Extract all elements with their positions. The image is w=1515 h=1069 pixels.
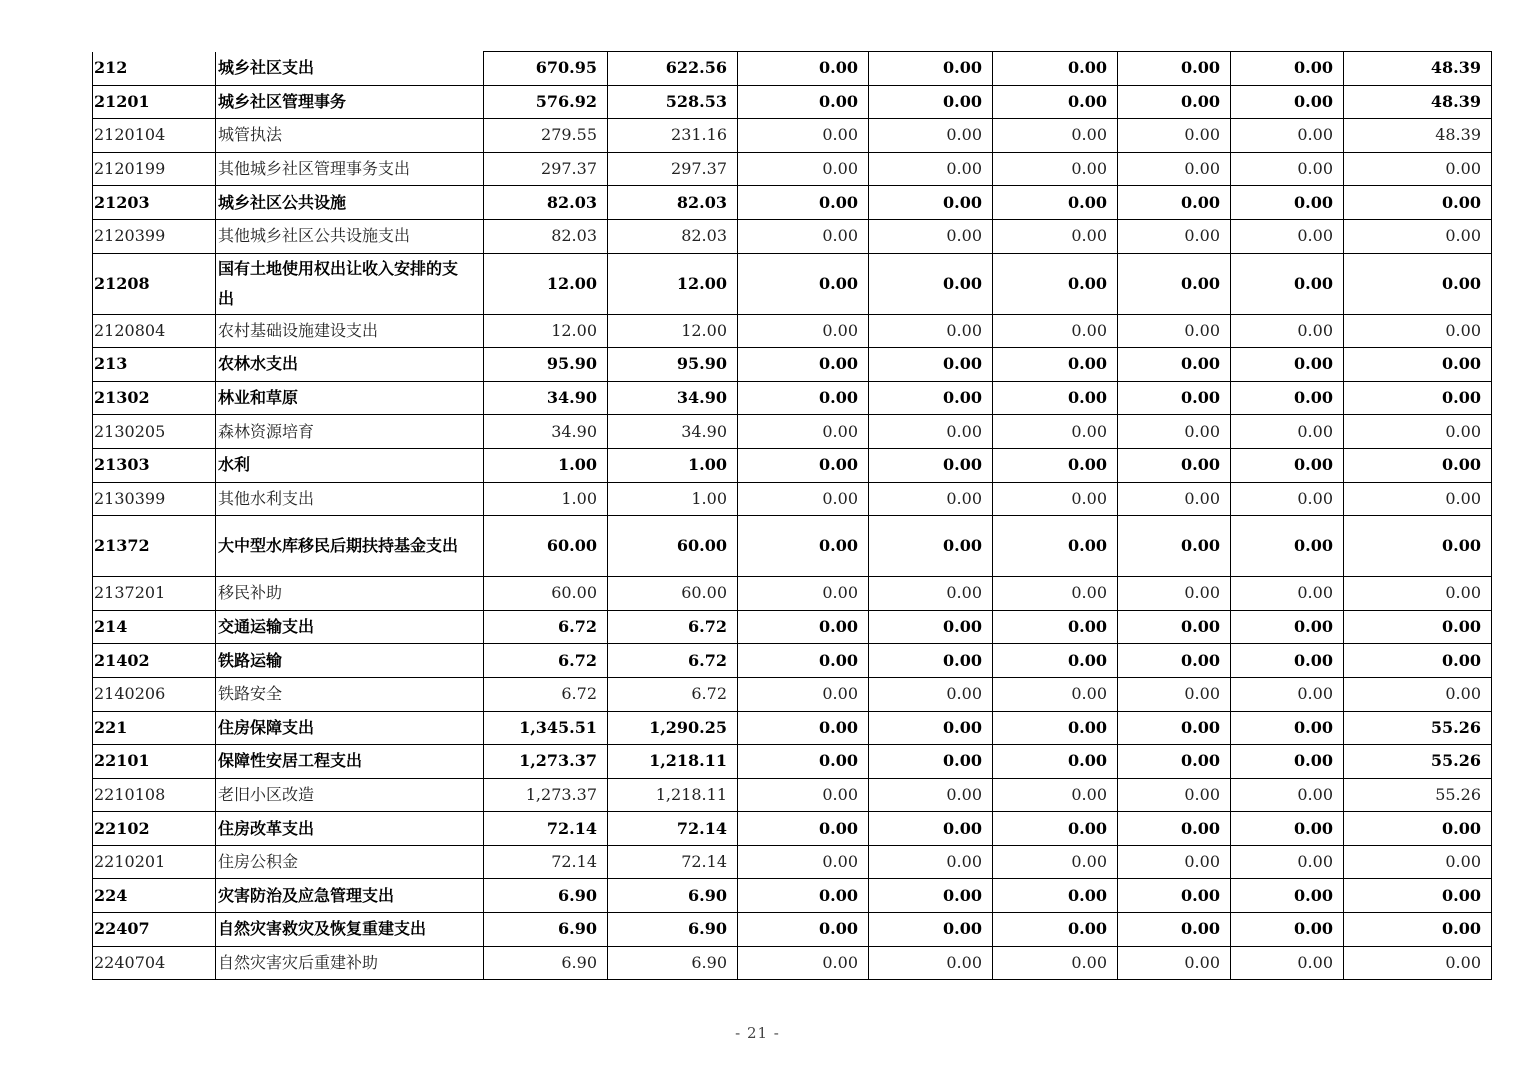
amount-cell: 0.00: [1344, 482, 1492, 516]
amount-cell: 0.00: [1344, 845, 1492, 879]
amount-cell: 1,218.11: [608, 745, 738, 779]
amount-cell: 0.00: [738, 577, 869, 611]
amount-cell: 48.39: [1344, 119, 1492, 153]
amount-cell: 82.03: [608, 219, 738, 253]
amount-cell: 72.14: [484, 812, 608, 846]
amount-cell: 48.39: [1344, 85, 1492, 119]
amount-cell: 0.00: [1231, 186, 1344, 220]
amount-cell: 34.90: [608, 381, 738, 415]
amount-cell: 0.00: [738, 314, 869, 348]
subject-name-cell: 森林资源培育: [216, 415, 484, 449]
amount-cell: 0.00: [869, 516, 993, 577]
amount-cell: 0.00: [738, 778, 869, 812]
subject-name-cell: 住房改革支出: [216, 812, 484, 846]
amount-cell: 0.00: [1231, 152, 1344, 186]
amount-cell: 48.39: [1344, 52, 1492, 86]
subject-code-cell: 2120399: [93, 219, 216, 253]
amount-cell: 0.00: [1118, 85, 1231, 119]
amount-cell: 0.00: [1231, 879, 1344, 913]
amount-cell: 0.00: [993, 253, 1118, 314]
amount-cell: 95.90: [484, 348, 608, 382]
subject-code-cell: 212: [93, 52, 216, 86]
table-row: [93, 152, 1492, 186]
amount-cell: 0.00: [1344, 381, 1492, 415]
subject-name-cell: 林业和草原: [216, 381, 484, 415]
amount-cell: 0.00: [1118, 677, 1231, 711]
table-row: [93, 119, 1492, 153]
amount-cell: 72.14: [484, 845, 608, 879]
subject-code-cell: 214: [93, 610, 216, 644]
amount-cell: 0.00: [993, 314, 1118, 348]
amount-cell: 0.00: [1118, 52, 1231, 86]
amount-cell: 55.26: [1344, 778, 1492, 812]
amount-cell: 0.00: [738, 711, 869, 745]
amount-cell: 0.00: [1344, 152, 1492, 186]
amount-cell: 0.00: [993, 745, 1118, 779]
amount-cell: 1.00: [484, 482, 608, 516]
amount-cell: 0.00: [1118, 186, 1231, 220]
subject-code-cell: 22101: [93, 745, 216, 779]
amount-cell: 0.00: [1344, 186, 1492, 220]
amount-cell: 1.00: [608, 482, 738, 516]
amount-cell: 0.00: [1118, 119, 1231, 153]
amount-cell: 60.00: [608, 577, 738, 611]
amount-cell: 0.00: [1118, 812, 1231, 846]
amount-cell: 0.00: [869, 482, 993, 516]
amount-cell: 0.00: [1118, 913, 1231, 947]
amount-cell: 0.00: [993, 812, 1118, 846]
amount-cell: 0.00: [738, 516, 869, 577]
amount-cell: 0.00: [1118, 152, 1231, 186]
amount-cell: 0.00: [1118, 778, 1231, 812]
amount-cell: 0.00: [738, 348, 869, 382]
table-row: [93, 913, 1492, 947]
amount-cell: 0.00: [869, 186, 993, 220]
amount-cell: 0.00: [738, 812, 869, 846]
subject-code-cell: 2120104: [93, 119, 216, 153]
amount-cell: 0.00: [1231, 482, 1344, 516]
amount-cell: 0.00: [1231, 610, 1344, 644]
amount-cell: 6.90: [608, 913, 738, 947]
table-row: [93, 186, 1492, 220]
subject-code-cell: 22407: [93, 913, 216, 947]
amount-cell: 0.00: [869, 348, 993, 382]
subject-code-cell: 2130399: [93, 482, 216, 516]
amount-cell: 1,290.25: [608, 711, 738, 745]
subject-code-cell: 2120804: [93, 314, 216, 348]
amount-cell: 0.00: [869, 711, 993, 745]
amount-cell: 0.00: [869, 219, 993, 253]
table-row: [93, 52, 1492, 86]
amount-cell: 82.03: [484, 186, 608, 220]
amount-cell: 0.00: [993, 610, 1118, 644]
amount-cell: 0.00: [993, 845, 1118, 879]
amount-cell: 0.00: [869, 152, 993, 186]
amount-cell: 0.00: [1231, 677, 1344, 711]
subject-name-cell: 铁路运输: [216, 644, 484, 678]
amount-cell: 622.56: [608, 52, 738, 86]
amount-cell: 55.26: [1344, 711, 1492, 745]
amount-cell: 12.00: [608, 314, 738, 348]
subject-code-cell: 22102: [93, 812, 216, 846]
amount-cell: 6.90: [484, 946, 608, 980]
amount-cell: 34.90: [484, 381, 608, 415]
amount-cell: 0.00: [1231, 119, 1344, 153]
amount-cell: 0.00: [869, 879, 993, 913]
table-row: [93, 219, 1492, 253]
amount-cell: 0.00: [993, 946, 1118, 980]
amount-cell: 0.00: [1118, 381, 1231, 415]
amount-cell: 0.00: [869, 52, 993, 86]
subject-name-cell: 城乡社区支出: [216, 52, 484, 86]
amount-cell: 0.00: [1118, 644, 1231, 678]
amount-cell: 0.00: [1231, 52, 1344, 86]
amount-cell: 0.00: [738, 482, 869, 516]
amount-cell: 34.90: [608, 415, 738, 449]
amount-cell: 297.37: [484, 152, 608, 186]
amount-cell: 1.00: [484, 448, 608, 482]
subject-code-cell: 21372: [93, 516, 216, 577]
amount-cell: 0.00: [1118, 314, 1231, 348]
amount-cell: 0.00: [1231, 314, 1344, 348]
amount-cell: 0.00: [993, 482, 1118, 516]
subject-code-cell: 2140206: [93, 677, 216, 711]
amount-cell: 1,345.51: [484, 711, 608, 745]
budget-table: [92, 51, 1492, 980]
amount-cell: 0.00: [738, 644, 869, 678]
amount-cell: 34.90: [484, 415, 608, 449]
amount-cell: 72.14: [608, 845, 738, 879]
amount-cell: 0.00: [993, 152, 1118, 186]
amount-cell: 0.00: [993, 348, 1118, 382]
table-row: [93, 253, 1492, 314]
amount-cell: 0.00: [1231, 913, 1344, 947]
amount-cell: 0.00: [1118, 448, 1231, 482]
amount-cell: 0.00: [1344, 253, 1492, 314]
subject-code-cell: 21303: [93, 448, 216, 482]
subject-name-cell: 水利: [216, 448, 484, 482]
amount-cell: 0.00: [993, 52, 1118, 86]
table-row: [93, 845, 1492, 879]
amount-cell: 0.00: [869, 85, 993, 119]
subject-code-cell: 2210108: [93, 778, 216, 812]
amount-cell: 82.03: [608, 186, 738, 220]
amount-cell: 0.00: [993, 677, 1118, 711]
amount-cell: 0.00: [869, 415, 993, 449]
amount-cell: 0.00: [738, 845, 869, 879]
subject-code-cell: 2120199: [93, 152, 216, 186]
subject-name-cell: 自然灾害灾后重建补助: [216, 946, 484, 980]
subject-name-cell: 大中型水库移民后期扶持基金支出: [216, 516, 484, 577]
amount-cell: 0.00: [993, 219, 1118, 253]
amount-cell: 1,273.37: [484, 778, 608, 812]
amount-cell: 6.90: [608, 879, 738, 913]
subject-code-cell: 2210201: [93, 845, 216, 879]
subject-code-cell: 2130205: [93, 415, 216, 449]
amount-cell: 60.00: [484, 577, 608, 611]
amount-cell: 0.00: [1231, 516, 1344, 577]
amount-cell: 0.00: [1344, 348, 1492, 382]
amount-cell: 0.00: [1231, 577, 1344, 611]
amount-cell: 670.95: [484, 52, 608, 86]
amount-cell: 0.00: [869, 119, 993, 153]
amount-cell: 0.00: [869, 946, 993, 980]
amount-cell: 576.92: [484, 85, 608, 119]
amount-cell: 0.00: [993, 448, 1118, 482]
subject-code-cell: 21201: [93, 85, 216, 119]
amount-cell: 82.03: [484, 219, 608, 253]
page-number: - 21 -: [735, 1024, 780, 1042]
subject-code-cell: 21203: [93, 186, 216, 220]
amount-cell: 279.55: [484, 119, 608, 153]
table-row: [93, 644, 1492, 678]
amount-cell: 0.00: [738, 381, 869, 415]
amount-cell: 0.00: [1231, 253, 1344, 314]
amount-cell: 0.00: [869, 812, 993, 846]
amount-cell: 6.72: [608, 677, 738, 711]
subject-code-cell: 2137201: [93, 577, 216, 611]
amount-cell: 0.00: [1344, 812, 1492, 846]
amount-cell: 0.00: [738, 946, 869, 980]
subject-name-cell: 农村基础设施建设支出: [216, 314, 484, 348]
amount-cell: 0.00: [869, 913, 993, 947]
amount-cell: 0.00: [738, 610, 869, 644]
table-row: [93, 314, 1492, 348]
amount-cell: 0.00: [738, 152, 869, 186]
subject-name-cell: 其他城乡社区管理事务支出: [216, 152, 484, 186]
amount-cell: 0.00: [1344, 415, 1492, 449]
amount-cell: 6.72: [608, 644, 738, 678]
amount-cell: 0.00: [738, 677, 869, 711]
table-row: [93, 677, 1492, 711]
amount-cell: 0.00: [869, 745, 993, 779]
amount-cell: 0.00: [1344, 879, 1492, 913]
amount-cell: 6.90: [608, 946, 738, 980]
amount-cell: 0.00: [1231, 946, 1344, 980]
amount-cell: 0.00: [993, 778, 1118, 812]
amount-cell: 231.16: [608, 119, 738, 153]
amount-cell: 0.00: [738, 745, 869, 779]
subject-name-cell: 老旧小区改造: [216, 778, 484, 812]
amount-cell: 0.00: [1231, 348, 1344, 382]
amount-cell: 0.00: [869, 845, 993, 879]
amount-cell: 0.00: [1118, 879, 1231, 913]
amount-cell: 0.00: [1344, 448, 1492, 482]
subject-name-cell: 交通运输支出: [216, 610, 484, 644]
subject-name-cell: 国有土地使用权出让收入安排的支出: [216, 253, 484, 314]
amount-cell: 0.00: [993, 516, 1118, 577]
amount-cell: 95.90: [608, 348, 738, 382]
amount-cell: 0.00: [1231, 745, 1344, 779]
subject-code-cell: 221: [93, 711, 216, 745]
amount-cell: 6.72: [608, 610, 738, 644]
subject-name-cell: 灾害防治及应急管理支出: [216, 879, 484, 913]
amount-cell: 0.00: [738, 85, 869, 119]
amount-cell: 0.00: [738, 219, 869, 253]
amount-cell: 0.00: [869, 314, 993, 348]
amount-cell: 0.00: [869, 644, 993, 678]
amount-cell: 0.00: [1118, 946, 1231, 980]
amount-cell: 12.00: [484, 314, 608, 348]
amount-cell: 60.00: [484, 516, 608, 577]
amount-cell: 60.00: [608, 516, 738, 577]
table-row: [93, 85, 1492, 119]
amount-cell: 0.00: [993, 415, 1118, 449]
amount-cell: 0.00: [1344, 516, 1492, 577]
subject-name-cell: 城管执法: [216, 119, 484, 153]
amount-cell: 0.00: [1118, 745, 1231, 779]
table-row: [93, 348, 1492, 382]
amount-cell: 55.26: [1344, 745, 1492, 779]
amount-cell: 0.00: [1118, 253, 1231, 314]
amount-cell: 0.00: [1118, 516, 1231, 577]
amount-cell: 0.00: [1344, 577, 1492, 611]
amount-cell: 0.00: [993, 186, 1118, 220]
amount-cell: 0.00: [738, 415, 869, 449]
subject-name-cell: 自然灾害救灾及恢复重建支出: [216, 913, 484, 947]
subject-name-cell: 其他水利支出: [216, 482, 484, 516]
amount-cell: 0.00: [1231, 845, 1344, 879]
amount-cell: 0.00: [738, 119, 869, 153]
amount-cell: 0.00: [993, 381, 1118, 415]
subject-name-cell: 移民补助: [216, 577, 484, 611]
amount-cell: 0.00: [1231, 711, 1344, 745]
amount-cell: 0.00: [869, 577, 993, 611]
amount-cell: 1.00: [608, 448, 738, 482]
subject-name-cell: 农林水支出: [216, 348, 484, 382]
amount-cell: 0.00: [993, 644, 1118, 678]
subject-name-cell: 铁路安全: [216, 677, 484, 711]
table-row: [93, 448, 1492, 482]
subject-name-cell: 城乡社区管理事务: [216, 85, 484, 119]
amount-cell: 72.14: [608, 812, 738, 846]
amount-cell: 0.00: [1344, 219, 1492, 253]
amount-cell: 0.00: [1118, 845, 1231, 879]
amount-cell: 0.00: [869, 610, 993, 644]
amount-cell: 0.00: [738, 253, 869, 314]
amount-cell: 0.00: [1231, 219, 1344, 253]
amount-cell: 0.00: [1231, 812, 1344, 846]
subject-code-cell: 2240704: [93, 946, 216, 980]
subject-name-cell: 住房保障支出: [216, 711, 484, 745]
amount-cell: 6.72: [484, 677, 608, 711]
amount-cell: 0.00: [1344, 677, 1492, 711]
amount-cell: 1,273.37: [484, 745, 608, 779]
amount-cell: 0.00: [1231, 381, 1344, 415]
amount-cell: 0.00: [1344, 913, 1492, 947]
amount-cell: 0.00: [869, 778, 993, 812]
subject-name-cell: 其他城乡社区公共设施支出: [216, 219, 484, 253]
subject-code-cell: 224: [93, 879, 216, 913]
amount-cell: 6.72: [484, 644, 608, 678]
amount-cell: 0.00: [993, 577, 1118, 611]
amount-cell: 6.90: [484, 879, 608, 913]
amount-cell: 0.00: [738, 52, 869, 86]
amount-cell: 0.00: [993, 85, 1118, 119]
amount-cell: 0.00: [1344, 314, 1492, 348]
amount-cell: 0.00: [1344, 644, 1492, 678]
amount-cell: 0.00: [869, 677, 993, 711]
subject-name-cell: 保障性安居工程支出: [216, 745, 484, 779]
table-row: [93, 778, 1492, 812]
amount-cell: 0.00: [1231, 415, 1344, 449]
amount-cell: 297.37: [608, 152, 738, 186]
amount-cell: 0.00: [1118, 610, 1231, 644]
amount-cell: 0.00: [993, 913, 1118, 947]
amount-cell: 0.00: [1344, 946, 1492, 980]
table-row: [93, 415, 1492, 449]
subject-name-cell: 城乡社区公共设施: [216, 186, 484, 220]
amount-cell: 0.00: [993, 119, 1118, 153]
amount-cell: 6.90: [484, 913, 608, 947]
amount-cell: 0.00: [738, 448, 869, 482]
amount-cell: 12.00: [608, 253, 738, 314]
amount-cell: 0.00: [738, 879, 869, 913]
subject-code-cell: 21208: [93, 253, 216, 314]
amount-cell: 0.00: [1231, 644, 1344, 678]
amount-cell: 0.00: [869, 381, 993, 415]
amount-cell: 0.00: [869, 448, 993, 482]
amount-cell: 12.00: [484, 253, 608, 314]
amount-cell: 0.00: [993, 879, 1118, 913]
subject-code-cell: 21402: [93, 644, 216, 678]
amount-cell: 0.00: [1344, 610, 1492, 644]
amount-cell: 0.00: [869, 253, 993, 314]
amount-cell: 0.00: [1118, 577, 1231, 611]
subject-code-cell: 213: [93, 348, 216, 382]
amount-cell: 1,218.11: [608, 778, 738, 812]
amount-cell: 6.72: [484, 610, 608, 644]
table-row: [93, 879, 1492, 913]
table-row: [93, 610, 1492, 644]
table-row: [93, 516, 1492, 577]
subject-name-cell: 住房公积金: [216, 845, 484, 879]
amount-cell: 0.00: [738, 913, 869, 947]
table-row: [93, 745, 1492, 779]
amount-cell: 0.00: [1118, 711, 1231, 745]
amount-cell: 0.00: [1118, 348, 1231, 382]
amount-cell: 0.00: [993, 711, 1118, 745]
table-row: [93, 482, 1492, 516]
amount-cell: 528.53: [608, 85, 738, 119]
table-row: [93, 577, 1492, 611]
table-row: [93, 711, 1492, 745]
amount-cell: 0.00: [1118, 219, 1231, 253]
amount-cell: 0.00: [1231, 85, 1344, 119]
table-row: [93, 381, 1492, 415]
table-row: [93, 946, 1492, 980]
amount-cell: 0.00: [1231, 778, 1344, 812]
table-row: [93, 812, 1492, 846]
amount-cell: 0.00: [738, 186, 869, 220]
table-body: [93, 52, 1492, 980]
subject-code-cell: 21302: [93, 381, 216, 415]
amount-cell: 0.00: [1231, 448, 1344, 482]
amount-cell: 0.00: [1118, 482, 1231, 516]
amount-cell: 0.00: [1118, 415, 1231, 449]
